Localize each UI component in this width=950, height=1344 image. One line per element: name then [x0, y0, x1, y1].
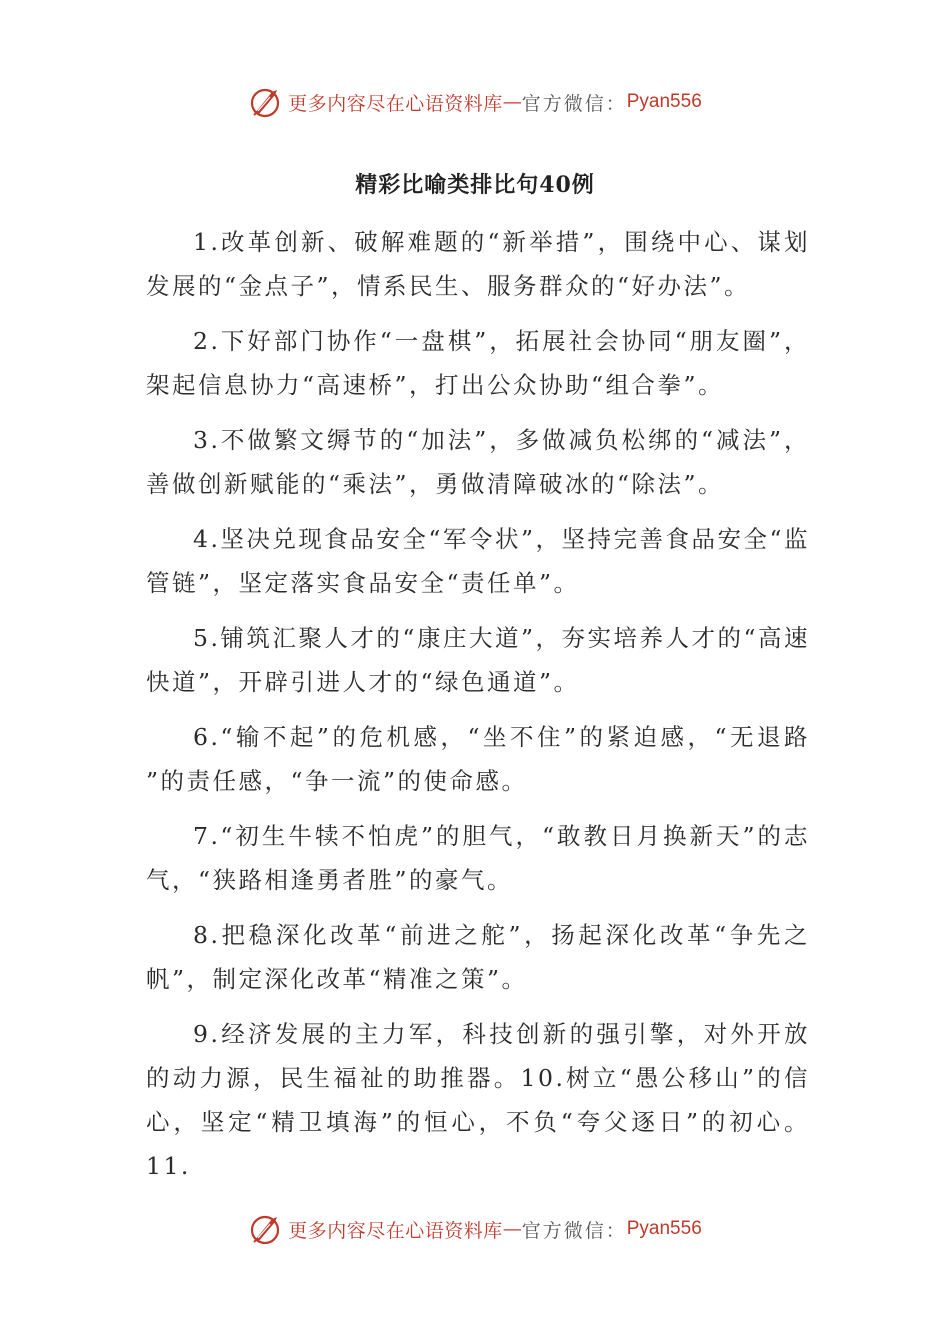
banner-text: 更多内容尽在心语资料库 — [288, 92, 503, 115]
paragraph-7: 7.“初生牛犊不怕虎”的胆气，“敢教日月换新天”的志气，“狭路相逢勇者胜”的豪气。 — [146, 822, 810, 894]
paragraph-5: 5.铺筑汇聚人才的“康庄大道”，夯实培养人才的“高速快道”，开辟引进人才的“绿色通道”。 — [146, 624, 810, 696]
banner-label: 官方微信： — [521, 92, 627, 115]
banner-separator: — — [502, 91, 522, 113]
banner-wechat-id: Pyan556 — [626, 1218, 702, 1239]
paragraph-6: 6.“输不起”的危机感，“坐不住”的紧迫感，“无退路 ”的责任感，“争一流”的使命感。 — [146, 723, 810, 795]
header-banner — [0, 82, 950, 122]
paragraph-4: 4.坚决兑现食品安全“军令状”，坚持完善食品安全“监管链”，坚定落实食品安全“责任单”。 — [146, 525, 810, 597]
footer-banner — [0, 1209, 950, 1249]
quill-logo-icon — [248, 84, 284, 120]
paragraph-9: 9.经济发展的主力军，科技创新的强引擎，对外开放的动力源，民生福祉的助推器。10.树立“愚公移山”的信心，坚定“精卫填海”的恒心，不负“夸父逐日”的初心。11. — [146, 1020, 810, 1180]
banner-separator: — — [502, 1218, 522, 1240]
paragraph-1: 1.改革创新、破解难题的“新举措”，围绕中心、谋划发展的“金点子”，情系民生、服务群众的“好办法”。 — [146, 228, 810, 300]
paragraph-3: 3.不做繁文缛节的“加法”，多做减负松绑的“减法”，善做创新赋能的“乘法”，勇做清障破冰的“除法”。 — [146, 426, 810, 498]
paragraph-2: 2.下好部门协作“一盘棋”，拓展社会协同“朋友圈”，架起信息协力“高速桥”，打出公众协助“组合拳”。 — [146, 327, 810, 399]
document-title: 精彩比喻类排比句40例 — [355, 172, 595, 198]
paragraph-8: 8.把稳深化改革“前进之舵”，扬起深化改革“争先之帆”，制定深化改革“精准之策”。 — [146, 921, 810, 993]
banner-label: 官方微信： — [521, 1219, 627, 1242]
document-body — [146, 220, 810, 1199]
quill-logo-icon — [248, 1211, 284, 1247]
banner-text: 更多内容尽在心语资料库 — [288, 1219, 503, 1242]
banner-wechat-id: Pyan556 — [626, 91, 702, 112]
